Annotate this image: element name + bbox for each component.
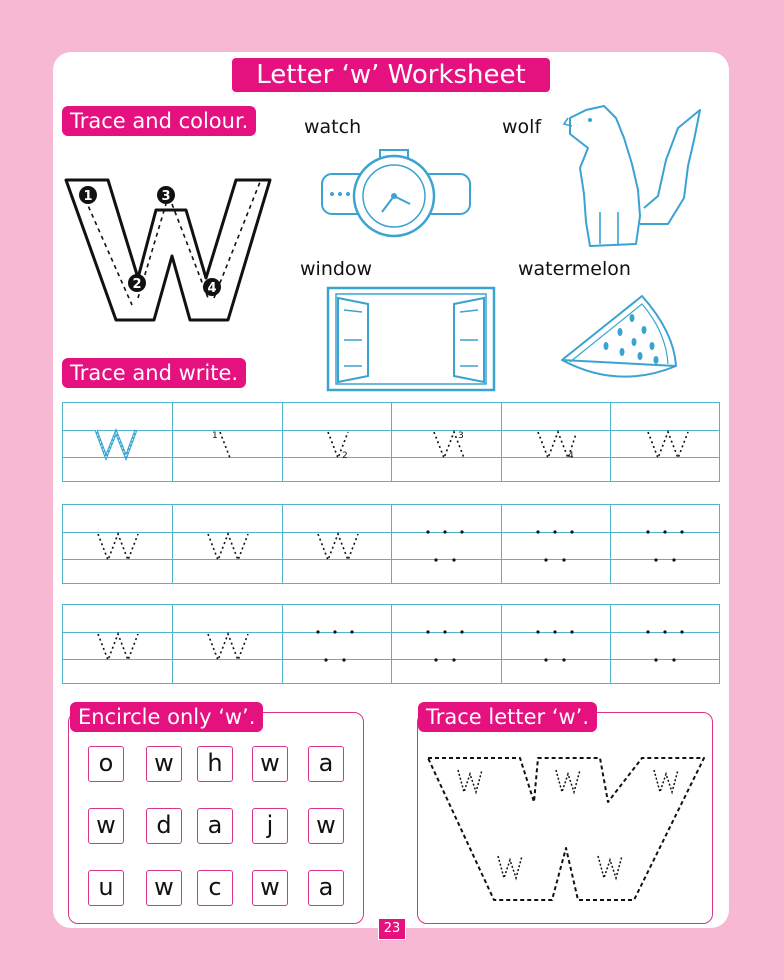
stroke-number-3: 3 (161, 189, 171, 204)
stroke-number-1: 1 (83, 189, 93, 204)
row-1-step-4: 4 (568, 451, 574, 461)
row-2-strokes[interactable] (62, 504, 720, 584)
letter-box[interactable]: u (88, 870, 124, 906)
trace-and-write-heading: Trace and write. (62, 358, 246, 388)
big-w-trace-figure[interactable] (60, 170, 280, 330)
letter-box[interactable]: a (308, 746, 344, 782)
stroke-number-4: 4 (207, 281, 217, 296)
watch-label: watch (304, 116, 362, 138)
row-3-strokes[interactable] (62, 604, 720, 684)
letter-box[interactable]: c (197, 870, 233, 906)
letter-box[interactable]: w (252, 746, 288, 782)
worksheet-title: Letter ‘w’ Worksheet (230, 56, 552, 94)
letter-box[interactable]: w (146, 746, 182, 782)
letter-box[interactable]: o (88, 746, 124, 782)
letter-box[interactable]: w (308, 808, 344, 844)
window-icon (326, 286, 496, 392)
window-label: window (300, 258, 373, 280)
letter-box[interactable]: h (197, 746, 233, 782)
row-1-step-3: 3 (458, 431, 464, 441)
page-number: 23 (378, 918, 406, 940)
wolf-label: wolf (502, 116, 542, 138)
wolf-icon (560, 104, 704, 250)
watermelon-label: watermelon (518, 258, 631, 280)
trace-letter-heading: Trace letter ‘w’. (418, 702, 597, 732)
row-1-step-1: 1 (212, 431, 218, 441)
row-1-strokes (62, 402, 720, 482)
watch-icon (320, 150, 472, 240)
letter-box[interactable]: w (252, 870, 288, 906)
big-dotted-w[interactable] (422, 748, 710, 908)
row-1-sample-w (96, 430, 136, 457)
trace-and-colour-heading: Trace and colour. (62, 106, 256, 136)
encircle-heading: Encircle only ‘w’. (70, 702, 263, 732)
letter-box[interactable]: w (146, 870, 182, 906)
row-1-step-2: 2 (342, 451, 348, 461)
letter-box[interactable]: w (88, 808, 124, 844)
watermelon-icon (558, 292, 682, 386)
letter-box[interactable]: a (197, 808, 233, 844)
letter-box[interactable]: a (308, 870, 344, 906)
stroke-number-2: 2 (132, 277, 142, 292)
letter-box[interactable]: d (146, 808, 182, 844)
letter-box[interactable]: j (252, 808, 288, 844)
